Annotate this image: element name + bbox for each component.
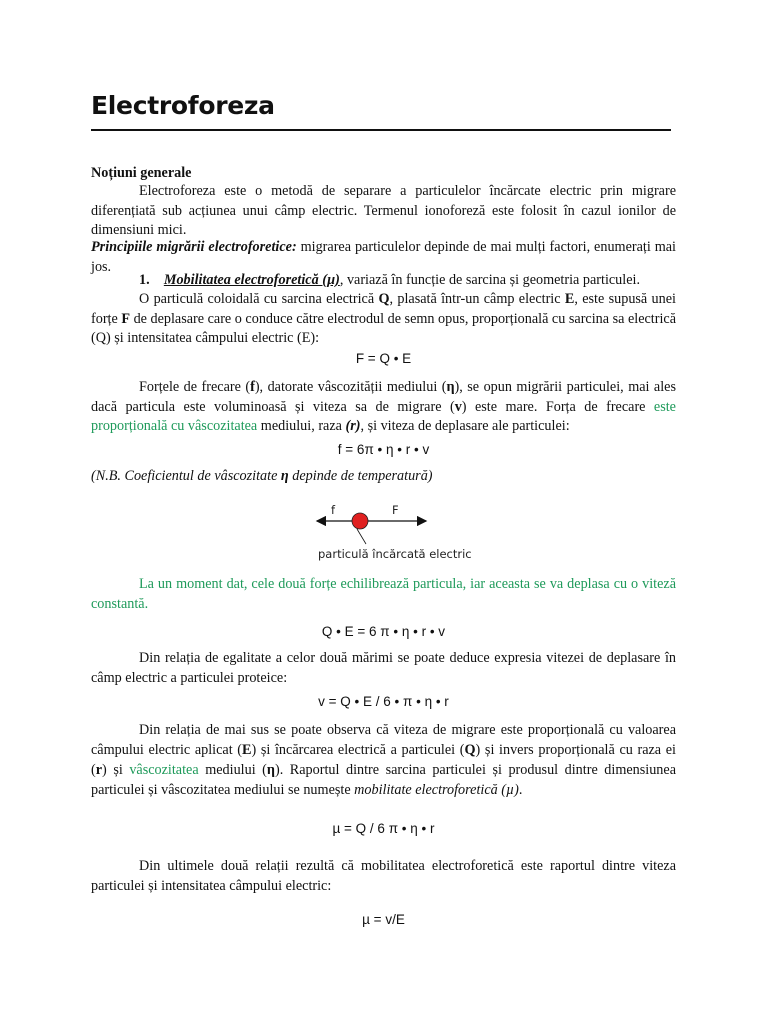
formula-mobility: µ = Q / 6 π • η • r	[332, 821, 435, 836]
nb-note: (N.B. Coeficientul de vâscozitate η depinde de temperatură)	[91, 468, 433, 484]
formula-F: F = Q • E	[355, 351, 412, 366]
principles-label: Principiile migrării electroforetice:	[91, 239, 297, 255]
friction-paragraph: Forțele de frecare (f), datorate vâscozității mediului (η), se opun migrării particulei, mai ales dacă particula este voluminoasă și viteza sa de migrare (v) este mare. Forța de frecare este proporțională cu vâscozitatea mediului, raza (r), și viteza de deplasare ale particulei:	[91, 379, 676, 434]
item-1	[91, 271, 676, 291]
title-divider	[91, 129, 671, 131]
formula-friction: f = 6π • η • r • v	[337, 442, 430, 457]
formula-velocity: v = Q • E / 6 • π • η • r	[318, 694, 449, 709]
last-paragraph: Din ultimele două relații rezultă că mobilitatea electroforetică este raportul dintre viteza particulei și intensitatea câmpului electric:	[91, 858, 676, 894]
proportional-paragraph: Din relația de mai sus se poate observa că viteza de migrare este proporțională cu valoarea câmpului electric aplicat (E) și încărcarea electrică a particulei (Q) și invers proporțională cu raza ei (r) și vâscozitatea mediului (η). Raportul dintre sarcina particulei și produsul dintre dimensiunea particulei și vâscozitatea mediului se numește mobilitate electroforetică (µ).	[91, 722, 676, 798]
principles-text: migrarea particulelor depinde de mai mulți factori, enumerați mai jos.	[91, 239, 676, 275]
diagram-label-f: f	[331, 503, 336, 517]
mobility-term: mobilitate electroforetică (µ)	[354, 782, 519, 798]
highlight-viscosity: vâscozitatea	[129, 762, 199, 778]
diagram-caption: particulă încărcată electric	[318, 547, 472, 561]
highlight-proportional: este proporțională cu vâscozitatea	[91, 398, 676, 434]
relation-paragraph: Din relația de egalitate a celor două mărimi se poate deduce expresia vitezei de deplasare în câmp electric a particulei proteice:	[91, 650, 676, 686]
section-heading	[91, 164, 676, 184]
particle	[352, 513, 368, 529]
caption-pointer	[357, 529, 366, 544]
section-heading-text: Noțiuni generale	[91, 165, 192, 181]
force-paragraph: O particulă coloidală cu sarcina electrică Q, plasată într-un câmp electric E, este supusă unei forțe F de deplasare care o conduce către electrodul de semn opus, proporțională cu sarcina sa electrică (Q) și intensitatea câmpului electric (E):	[91, 291, 676, 346]
item-1-term: Mobilitatea electroforetică (µ)	[163, 272, 340, 288]
item-1-number: 1.	[139, 272, 150, 288]
item-1-rest: , variază în funcție de sarcina și geometria particulei.	[339, 272, 641, 288]
page-title: Electroforeza	[91, 91, 275, 120]
intro-paragraph: Electroforeza este o metodă de separare a particulelor încărcate electric prin migrare diferențiată sub acțiunea unui câmp electric. Termenul ionoforeză este folosit în cazul ionilor de dimensiuni mici.	[91, 183, 676, 238]
diagram-label-F: F	[392, 503, 399, 517]
formula-mobility-ratio: µ = v/E	[362, 912, 405, 927]
formula-equilibrium: Q • E = 6 π • η • r • v	[321, 624, 446, 639]
equilibrium-paragraph: La un moment dat, cele două forțe echilibrează particula, iar aceasta se va deplasa cu o viteză constantă.	[91, 576, 676, 612]
